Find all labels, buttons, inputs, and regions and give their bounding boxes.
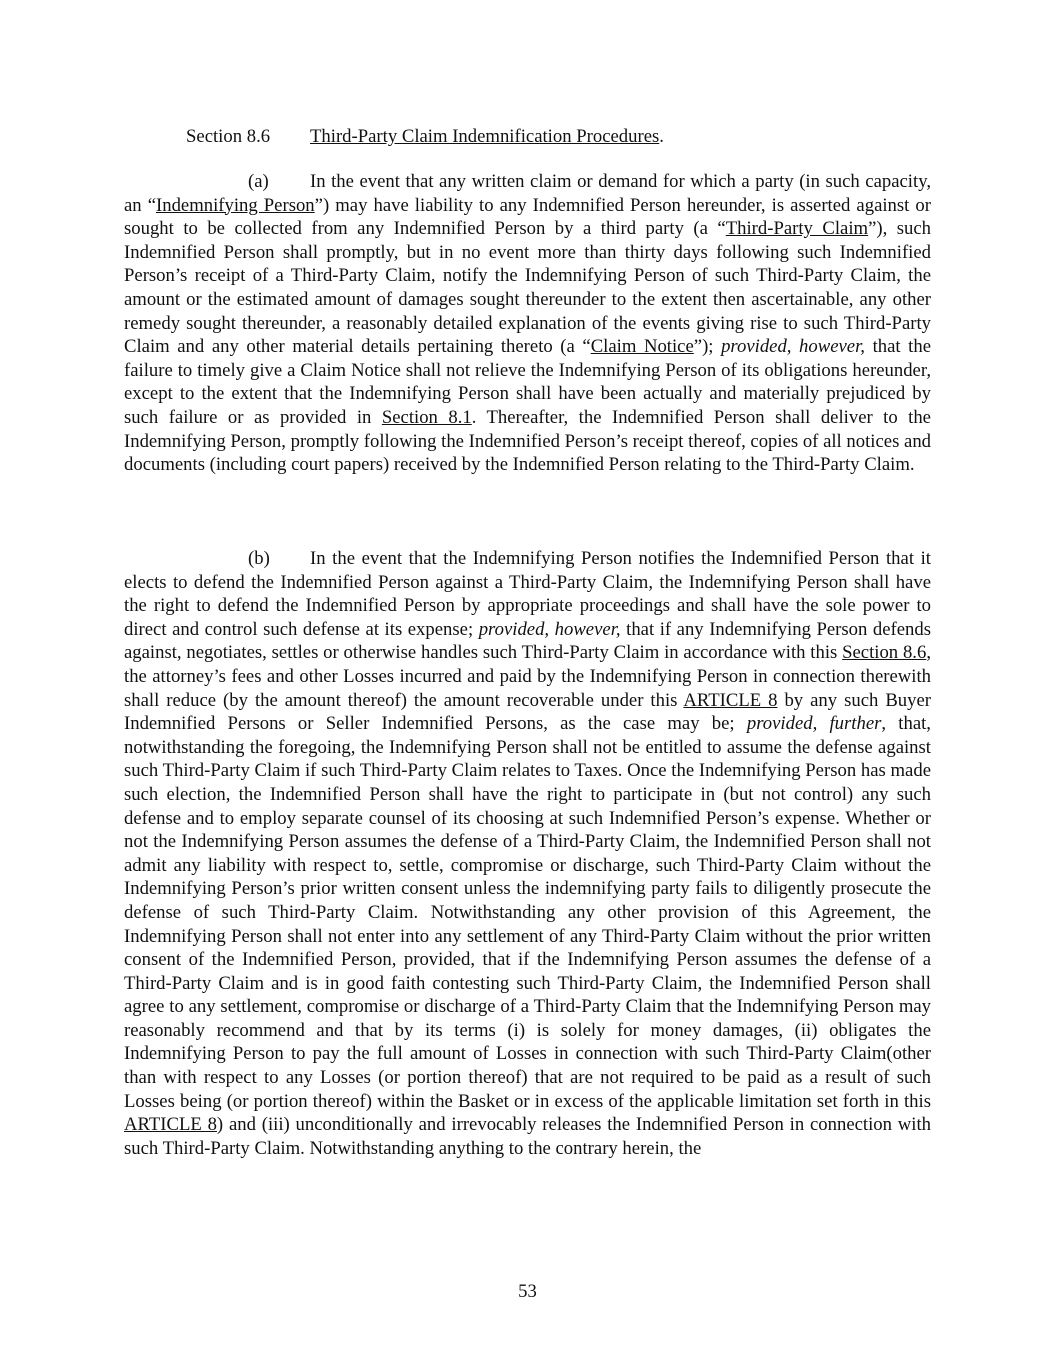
paragraph-b-text-1: In the event that the Indemnifying Person notifies the Indemnified Person that it elects to defend the Indemnified Person against a Third-Party Claim, the Indemnifying Person shall have the right to defend the Indemnified Person by appropriate proceedings and shall have the sole power to direct and control such defense at its expense; bbox=[124, 548, 931, 640]
section-number: Section 8.6 bbox=[186, 126, 271, 147]
paragraph-b-text-5: , that, notwithstanding the foregoing, the Indemnifying Person shall not be entitled to assume the defense against such Third-Party Claim if such Third-Party Claim relates to Taxes. Once the Indemnifying Person has made such election, the Indemnified Person shall have the right to participate in (but not control) any such defense and to employ separate counsel of its choosing at such Indemnified Person’s expense. Whether or not the Indemnifying Person assumes the defense of a Third-Party Claim, the Indemnified Person shall not admit any liability with respect to, settle, compromise or discharge, such Third-Party Claim without the Indemnifying Person’s prior written consent unless the indemnifying party fails to diligently prosecute the defense of such Third-Party Claim. Notwithstanding any other provision of this Agreement, the Indemnifying Person shall not enter into any settlement of any Third-Party Claim without the prior written consent of the Indemnified Person, provided, that if the Indemnifying Person assumes the defense of a Third-Party Claim and is in good faith contesting such Third-Party Claim, the Indemnified Person shall agree to any settlement, compromise or discharge of a Third-Party Claim that the Indemnifying Person may reasonably recommend and that by its terms (i) is solely for money damages, (ii) obligates the Indemnifying Person to pay the full amount of Losses in connection with such Third-Party Claim(other than with respect to any Losses (or portion thereof) that are not required to be paid as a result of such Losses being (or portion thereof) within the Basket or in excess of the applicable limitation set forth in this bbox=[124, 713, 931, 1112]
cross-reference-section-8-1: Section 8.1 bbox=[381, 406, 472, 428]
paragraph-a-text-5: that the failure to timely give a Claim Notice shall not relieve the Indemnifying Person of its obligations hereunder, except to the extent that the Indemnifying Person shall have been actually and materially prejudiced by such failure or as provided in bbox=[124, 336, 931, 428]
paragraph-b-text-4: by any such Buyer Indemnified Persons or Seller Indemnified Persons, as the case may be; bbox=[124, 689, 932, 735]
cross-reference-article-8: ARTICLE 8 bbox=[683, 689, 778, 711]
paragraph-b-proviso-1: provided, however, bbox=[478, 618, 621, 640]
paragraph-a-text-1: In the event that any written claim or demand for which a party (in such capacity, an “ bbox=[124, 171, 931, 216]
paragraph-a bbox=[124, 170, 931, 477]
section-title: Third-Party Claim Indemnification Procedures bbox=[310, 126, 660, 147]
paragraph-b-proviso-2: provided, further bbox=[746, 713, 882, 735]
paragraph-b-label: (b) bbox=[248, 548, 270, 569]
section-heading bbox=[186, 125, 664, 149]
paragraph-a-text-4: ”); bbox=[693, 336, 722, 358]
page-number: 53 bbox=[518, 1281, 537, 1302]
paragraph-b-text-2: that if any Indemnifying Person defends against, negotiates, settles or otherwise handles such Third-Party Claim in accordance with this bbox=[124, 618, 931, 664]
cross-reference-section-8-6: Section 8.6 bbox=[842, 642, 927, 664]
paragraph-b bbox=[124, 547, 931, 1160]
paragraph-b-text-3: , the attorney’s fees and other Losses incurred and paid by the Indemnifying Person in connection therewith shall reduce (by the amount thereof) the amount recoverable under this bbox=[124, 642, 931, 711]
paragraph-a-text-3: ”), such Indemnified Person shall promptly, but in no event more than thirty days following such Indemnified Person’s receipt of a Third-Party Claim, notify the Indemnifying Person of such Third-Party Claim, the amount or the estimated amount of damages sought thereunder to the extent then ascertainable, any other remedy sought thereunder, a reasonably detailed explanation of the events giving rise to such Third-Party Claim and any other material details pertaining thereto (a “ bbox=[124, 218, 932, 358]
paragraph-b-text-6: ) and (iii) unconditionally and irrevocably releases the Indemnified Person in connection with such Third-Party Claim. Notwithstanding anything to the contrary herein, the bbox=[124, 1114, 931, 1159]
paragraph-a-text-6: . Thereafter, the Indemnified Person shall deliver to the Indemnifying Person, promptly following the Indemnified Person’s receipt thereof, copies of all notices and documents (including court papers) received by the Indemnified Person relating to the Third-Party Claim. bbox=[124, 406, 932, 476]
section-title-period: . bbox=[659, 126, 664, 147]
defined-term-claim-notice: Claim Notice bbox=[590, 336, 694, 358]
defined-term-third-party-claim: Third-Party Claim bbox=[725, 218, 869, 240]
paragraph-a-label: (a) bbox=[248, 171, 269, 192]
defined-term-indemnifying-person: Indemnifying Person bbox=[156, 194, 315, 216]
paragraph-a-proviso: provided, however, bbox=[721, 336, 865, 358]
cross-reference-article-8-second: ARTICLE 8 bbox=[124, 1114, 217, 1136]
paragraph-a-text-2: ”) may have liability to any Indemnified Person hereunder, is asserted against or sought to be collected from any Indemnified Person by a third party (a “ bbox=[124, 194, 931, 240]
